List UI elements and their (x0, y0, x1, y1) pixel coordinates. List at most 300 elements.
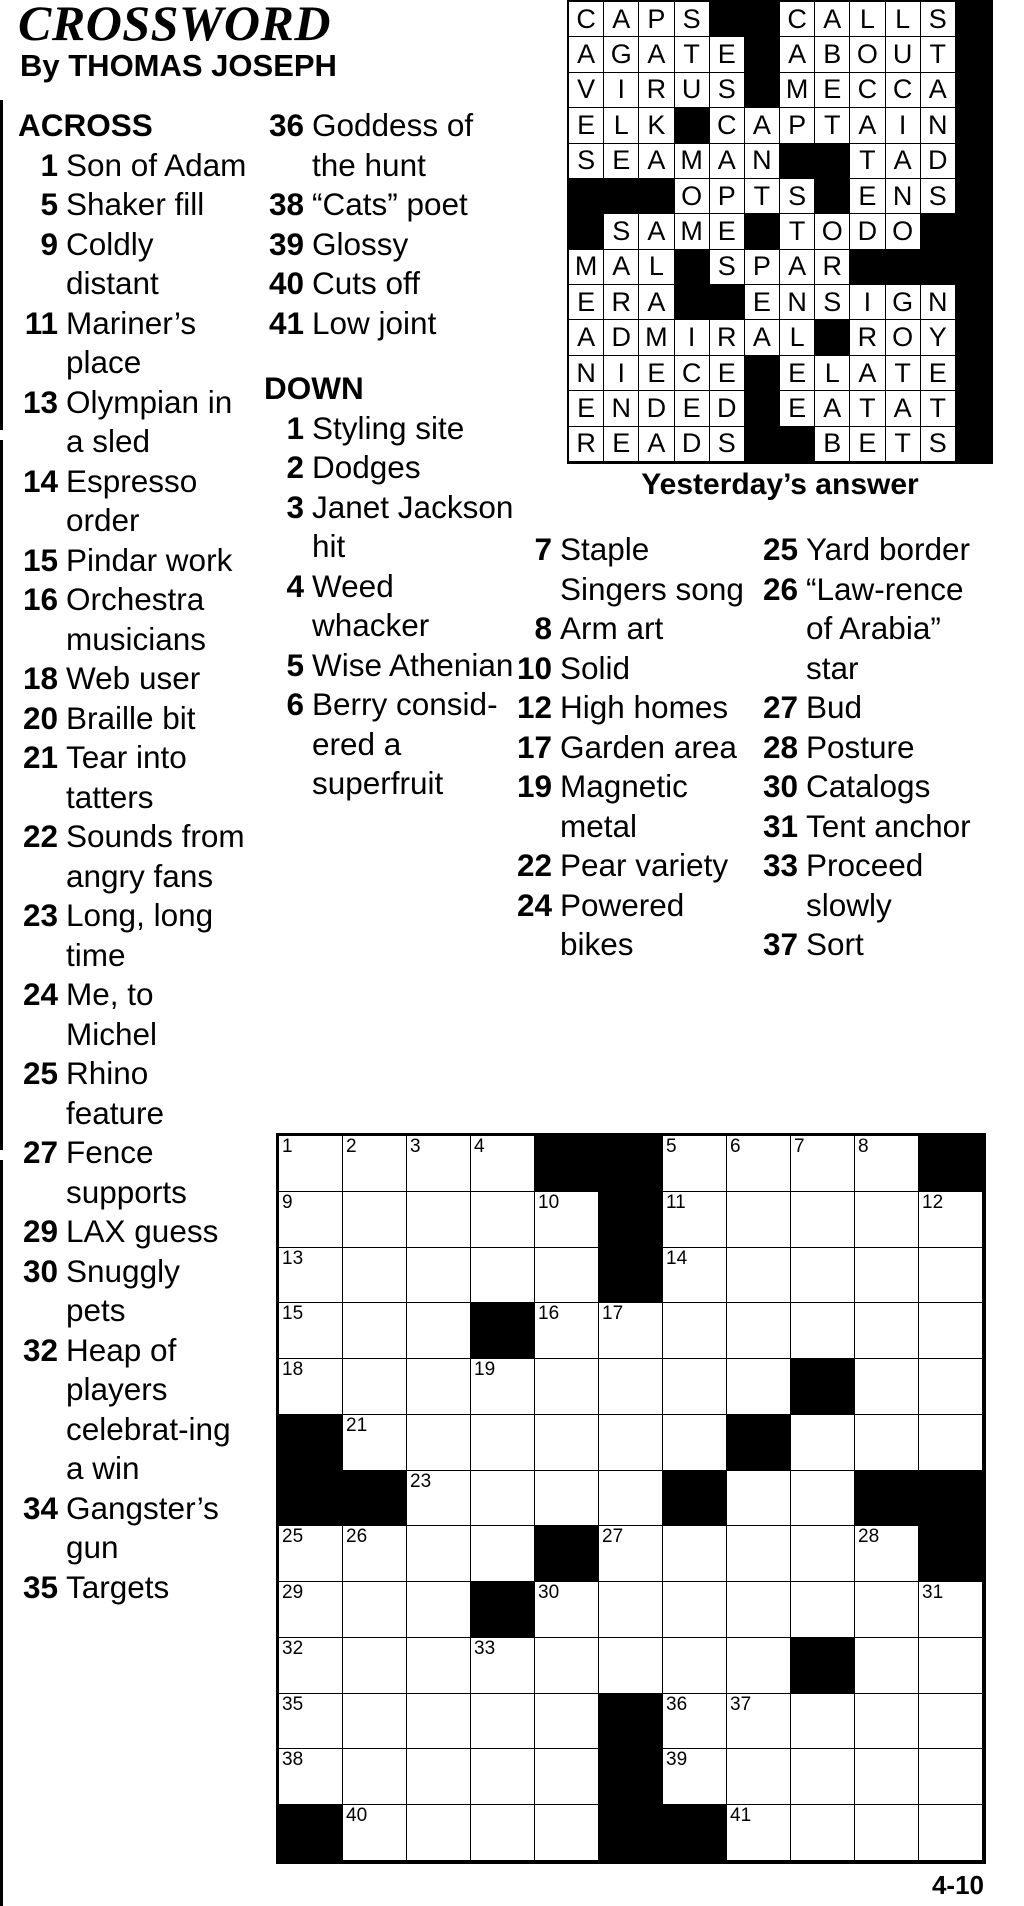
grid-cell[interactable] (471, 1471, 535, 1527)
grid-cell[interactable] (535, 1471, 599, 1527)
grid-cell[interactable] (279, 1526, 343, 1582)
grid-cell[interactable] (343, 1415, 407, 1471)
cell-number: 19 (474, 1359, 496, 1381)
cell-number: 32 (282, 1637, 304, 1659)
grid-cell[interactable] (599, 1359, 663, 1415)
grid-cell[interactable] (791, 1471, 855, 1527)
grid-cell[interactable] (663, 1749, 727, 1805)
mini-letter-cell: G (604, 37, 639, 72)
mini-letter-cell: E (815, 73, 850, 108)
mini-letter-cell: T (886, 427, 921, 462)
grid-cell[interactable] (535, 1303, 599, 1359)
grid-cell[interactable] (535, 1415, 599, 1471)
grid-cell[interactable] (855, 1638, 919, 1694)
grid-cell[interactable] (919, 1303, 983, 1359)
grid-cell[interactable] (599, 1303, 663, 1359)
mini-letter-cell: O (850, 37, 885, 72)
grid-cell[interactable] (727, 1248, 791, 1304)
mini-letter-cell: S (815, 285, 850, 320)
grid-cell[interactable] (343, 1136, 407, 1192)
grid-cell[interactable] (791, 1805, 855, 1861)
clue-text: Rhino feature (66, 1055, 165, 1131)
clue-text: Shaker fill (66, 186, 205, 222)
clue-text: Goddess of the hunt (312, 107, 474, 183)
mini-letter-cell: A (710, 144, 745, 179)
mini-letter-cell: P (780, 108, 815, 143)
mini-letter-cell: R (639, 73, 674, 108)
grid-cell[interactable] (727, 1136, 791, 1192)
grid-cell[interactable] (343, 1638, 407, 1694)
grid-cell[interactable] (919, 1694, 983, 1750)
clue-text: Garden area (560, 728, 737, 765)
grid-cell[interactable] (663, 1248, 727, 1304)
mini-letter-cell: D (850, 214, 885, 249)
grid-cell[interactable] (919, 1582, 983, 1638)
grid-cell[interactable] (855, 1694, 919, 1750)
grid-cell[interactable] (663, 1415, 727, 1471)
clue-number: 39 (268, 225, 304, 262)
grid-cell[interactable] (279, 1303, 343, 1359)
grid-cell[interactable] (919, 1805, 983, 1861)
grid-cell[interactable] (919, 1415, 983, 1471)
puzzle-date: 4-10 (931, 1870, 984, 1900)
clue-text: Magnetic metal (560, 768, 688, 844)
mini-letter-cell: B (815, 427, 850, 462)
mini-black-square (745, 391, 780, 426)
mini-letter-cell: T (886, 356, 921, 391)
grid-cell[interactable] (599, 1471, 663, 1527)
grid-cell[interactable] (407, 1415, 471, 1471)
grid-cell[interactable] (343, 1582, 407, 1638)
clue-number: 30 (22, 1252, 58, 1289)
grid-cell[interactable] (407, 1749, 471, 1805)
grid-cell[interactable] (791, 1303, 855, 1359)
clue-number: 8 (534, 610, 552, 646)
black-square (471, 1303, 535, 1359)
grid-cell[interactable] (471, 1526, 535, 1582)
column-rule-bottom (0, 1160, 3, 1906)
clue-number: 2 (286, 449, 304, 485)
clue-text: Staple Singers song (560, 531, 744, 607)
clue-text: Gangster’s gun (66, 1489, 219, 1565)
clue-text: Olympian in a sled (66, 383, 233, 459)
clue-number: 15 (22, 541, 58, 578)
grid-cell[interactable] (535, 1638, 599, 1694)
grid-cell[interactable] (343, 1749, 407, 1805)
mini-letter-cell: T (745, 179, 780, 214)
grid-cell[interactable] (791, 1749, 855, 1805)
grid-cell[interactable] (535, 1248, 599, 1304)
grid-cell[interactable] (919, 1248, 983, 1304)
grid-cell[interactable] (791, 1415, 855, 1471)
black-square (663, 1471, 727, 1527)
mini-letter-cell: K (639, 108, 674, 143)
grid-cell[interactable] (471, 1415, 535, 1471)
clue-item (512, 767, 752, 846)
clue-number: 14 (22, 462, 58, 499)
black-square (343, 1471, 407, 1527)
mini-letter-cell: L (886, 2, 921, 37)
grid-cell[interactable] (855, 1248, 919, 1304)
grid-cell[interactable] (727, 1638, 791, 1694)
grid-cell[interactable] (471, 1136, 535, 1192)
grid-cell[interactable] (279, 1638, 343, 1694)
cell-number: 15 (282, 1303, 304, 1325)
across-clue-list-continued (264, 106, 514, 343)
cell-number: 30 (538, 1582, 560, 1604)
cell-number: 36 (666, 1693, 688, 1715)
cell-number: 5 (666, 1136, 677, 1157)
mini-letter-cell: L (780, 320, 815, 355)
grid-cell[interactable] (663, 1136, 727, 1192)
cell-number: 29 (282, 1582, 304, 1604)
mini-letter-cell: N (745, 144, 780, 179)
black-square (663, 1805, 727, 1861)
mini-black-square (745, 73, 780, 108)
mini-letter-cell: N (569, 356, 604, 391)
grid-cell[interactable] (343, 1192, 407, 1248)
clue-text: Pear variety (560, 847, 729, 883)
mini-letter-cell: S (675, 2, 710, 37)
mini-black-square (604, 179, 639, 214)
mini-black-square (956, 179, 991, 214)
black-square (599, 1805, 663, 1861)
clue-item (264, 448, 514, 488)
mini-black-square (956, 391, 991, 426)
grid-cell[interactable] (471, 1749, 535, 1805)
mini-letter-cell: A (815, 391, 850, 426)
clue-item (264, 685, 514, 804)
grid-cell[interactable] (663, 1526, 727, 1582)
clue-item (18, 185, 248, 225)
clue-number: 13 (22, 383, 58, 420)
mini-letter-cell: E (569, 108, 604, 143)
column-rule-middle (0, 440, 3, 1150)
grid-cell[interactable] (407, 1303, 471, 1359)
clue-text: High homes (560, 689, 729, 725)
clue-item (18, 383, 248, 462)
grid-cell[interactable] (791, 1192, 855, 1248)
grid-cell[interactable] (343, 1526, 407, 1582)
black-square (919, 1471, 983, 1527)
mini-letter-cell: Y (921, 320, 956, 355)
mini-letter-cell: I (850, 285, 885, 320)
grid-cell[interactable] (855, 1749, 919, 1805)
grid-cell[interactable] (407, 1471, 471, 1527)
cell-number: 9 (282, 1191, 293, 1213)
cell-number: 17 (602, 1303, 624, 1325)
mini-black-square (886, 250, 921, 285)
grid-cell[interactable] (535, 1582, 599, 1638)
clue-item (18, 896, 248, 975)
clue-text: Long, long time (66, 897, 214, 973)
grid-cell[interactable] (919, 1638, 983, 1694)
grid-cell[interactable] (343, 1303, 407, 1359)
grid-cell[interactable] (663, 1694, 727, 1750)
cell-number: 31 (922, 1582, 944, 1604)
grid-cell[interactable] (279, 1248, 343, 1304)
grid-cell[interactable] (727, 1303, 791, 1359)
grid-cell[interactable] (471, 1694, 535, 1750)
grid-cell[interactable] (855, 1192, 919, 1248)
grid-cell[interactable] (407, 1582, 471, 1638)
cell-number: 13 (282, 1247, 304, 1269)
clue-item (756, 728, 996, 768)
mini-black-square (956, 356, 991, 391)
clue-item (264, 106, 514, 185)
grid-cell[interactable] (279, 1359, 343, 1415)
grid-cell[interactable] (727, 1192, 791, 1248)
grid-cell[interactable] (791, 1582, 855, 1638)
grid-cell[interactable] (727, 1526, 791, 1582)
mini-letter-cell: A (569, 37, 604, 72)
clue-number: 24 (22, 976, 58, 1012)
grid-cell[interactable] (855, 1303, 919, 1359)
clue-item (264, 646, 514, 686)
clue-number: 26 (762, 570, 798, 607)
grid-cell[interactable] (663, 1582, 727, 1638)
mini-letter-cell: C (710, 108, 745, 143)
mini-letter-cell: A (745, 320, 780, 355)
mini-letter-cell: S (921, 427, 956, 462)
clue-item (512, 609, 752, 649)
cell-number: 41 (730, 1805, 752, 1827)
mini-black-square (956, 108, 991, 143)
clue-number: 4 (286, 567, 304, 604)
black-square (279, 1471, 343, 1527)
clue-item (512, 649, 752, 689)
clue-number: 33 (762, 847, 798, 883)
mini-letter-cell: E (710, 356, 745, 391)
grid-cell[interactable] (471, 1192, 535, 1248)
mini-letter-cell: N (886, 179, 921, 214)
clue-number: 28 (762, 728, 798, 765)
clue-number: 12 (516, 689, 552, 725)
mini-letter-cell: A (604, 2, 639, 37)
grid-cell[interactable] (407, 1248, 471, 1304)
mini-black-square (921, 214, 956, 249)
clue-number: 32 (22, 1331, 58, 1368)
grid-cell[interactable] (407, 1136, 471, 1192)
column-rule-top (0, 100, 3, 430)
grid-cell[interactable] (727, 1582, 791, 1638)
mini-letter-cell: A (604, 250, 639, 285)
grid-cell[interactable] (727, 1749, 791, 1805)
grid-cell[interactable] (727, 1694, 791, 1750)
mini-letter-cell: R (850, 320, 885, 355)
clue-number: 10 (516, 649, 552, 686)
grid-cell[interactable] (599, 1526, 663, 1582)
cell-number: 10 (538, 1191, 560, 1213)
black-square (535, 1526, 599, 1582)
cell-number: 8 (858, 1136, 869, 1157)
grid-cell[interactable] (535, 1192, 599, 1248)
mini-letter-cell: T (675, 37, 710, 72)
clue-item (18, 462, 248, 541)
clue-number: 29 (22, 1213, 58, 1249)
grid-cell[interactable] (471, 1805, 535, 1861)
grid-cell[interactable] (279, 1192, 343, 1248)
grid-cell[interactable] (599, 1582, 663, 1638)
clue-item (264, 304, 514, 344)
crossword-title: CROSSWORD (18, 0, 331, 51)
grid-cell[interactable] (407, 1638, 471, 1694)
mini-black-square (675, 250, 710, 285)
grid-cell[interactable] (407, 1359, 471, 1415)
down-clue-list-3 (756, 530, 996, 965)
grid-cell[interactable] (279, 1582, 343, 1638)
grid-cell[interactable] (535, 1805, 599, 1861)
mini-letter-cell: M (675, 144, 710, 179)
clue-text: Janet Jackson hit (312, 488, 514, 564)
mini-letter-cell: E (604, 144, 639, 179)
across-heading: ACROSS (18, 107, 153, 143)
clue-text: Styling site (312, 409, 465, 446)
down-clue-list (264, 409, 514, 804)
grid-cell[interactable] (663, 1359, 727, 1415)
mini-letter-cell: M (675, 214, 710, 249)
clue-number: 25 (762, 531, 798, 567)
mini-letter-cell: V (569, 73, 604, 108)
grid-cell[interactable] (343, 1805, 407, 1861)
mini-letter-cell: R (815, 250, 850, 285)
across-down-column (264, 106, 514, 804)
grid-cell[interactable] (855, 1582, 919, 1638)
mini-letter-cell: E (780, 356, 815, 391)
grid-cell[interactable] (535, 1749, 599, 1805)
grid-cell[interactable] (663, 1192, 727, 1248)
cell-number: 23 (410, 1470, 432, 1492)
clue-item (18, 541, 248, 581)
clue-item (264, 488, 514, 567)
grid-cell[interactable] (791, 1248, 855, 1304)
mini-black-square (745, 37, 780, 72)
mini-letter-cell: E (675, 391, 710, 426)
grid-cell[interactable] (343, 1248, 407, 1304)
mini-black-square (815, 179, 850, 214)
clue-item (18, 225, 248, 304)
clue-text: Orchestra musicians (66, 581, 207, 657)
grid-cell[interactable] (407, 1526, 471, 1582)
clue-item (512, 688, 752, 728)
mini-letter-cell: L (850, 2, 885, 37)
grid-cell[interactable] (407, 1805, 471, 1861)
black-square (791, 1638, 855, 1694)
cell-number: 7 (794, 1136, 805, 1157)
grid-cell[interactable] (919, 1359, 983, 1415)
grid-cell[interactable] (407, 1694, 471, 1750)
clue-number: 24 (516, 886, 552, 923)
mini-letter-cell: I (604, 356, 639, 391)
clue-item (18, 1133, 248, 1212)
grid-cell[interactable] (727, 1359, 791, 1415)
grid-cell[interactable] (855, 1136, 919, 1192)
mini-letter-cell: E (710, 37, 745, 72)
clue-number: 1 (286, 409, 304, 446)
mini-black-square (780, 427, 815, 462)
clue-number: 6 (286, 686, 304, 722)
clue-number: 22 (22, 818, 58, 854)
grid-cell[interactable] (471, 1359, 535, 1415)
mini-letter-cell: D (604, 320, 639, 355)
grid-cell[interactable] (791, 1136, 855, 1192)
mini-letter-cell: S (710, 427, 745, 462)
grid-cell[interactable] (855, 1805, 919, 1861)
clue-number: 7 (534, 531, 552, 567)
clue-number: 18 (22, 660, 58, 696)
grid-cell[interactable] (279, 1749, 343, 1805)
grid-cell[interactable] (919, 1192, 983, 1248)
grid-cell[interactable] (791, 1526, 855, 1582)
grid-cell[interactable] (727, 1471, 791, 1527)
clue-number: 27 (22, 1134, 58, 1170)
grid-cell[interactable] (855, 1526, 919, 1582)
mini-letter-cell: S (780, 179, 815, 214)
mini-black-square (956, 144, 991, 179)
grid-cell[interactable] (599, 1415, 663, 1471)
clue-text: Low joint (312, 304, 437, 341)
grid-cell[interactable] (343, 1359, 407, 1415)
clue-item (756, 807, 996, 847)
cell-number: 25 (282, 1526, 304, 1548)
black-square (791, 1359, 855, 1415)
grid-cell[interactable] (471, 1638, 535, 1694)
grid-cell[interactable] (599, 1638, 663, 1694)
clue-text: Son of Adam (66, 146, 247, 183)
clue-number: 11 (24, 304, 58, 341)
clue-text: Me, to Michel (66, 976, 158, 1052)
down-column-3 (756, 530, 996, 965)
clue-text: Wise Athenian (312, 646, 514, 683)
grid-cell[interactable] (535, 1694, 599, 1750)
clue-item (756, 688, 996, 728)
grid-cell[interactable] (791, 1694, 855, 1750)
grid-cell[interactable] (727, 1805, 791, 1861)
clue-text: Tent anchor (806, 807, 971, 844)
grid-cell[interactable] (663, 1303, 727, 1359)
grid-cell[interactable] (343, 1694, 407, 1750)
mini-letter-cell: E (604, 427, 639, 462)
mini-letter-cell: L (639, 250, 674, 285)
mini-letter-cell: A (639, 37, 674, 72)
grid-cell[interactable] (855, 1415, 919, 1471)
clue-item (18, 1489, 248, 1568)
mini-letter-cell: A (886, 391, 921, 426)
cell-number: 14 (666, 1247, 688, 1269)
clue-number: 19 (516, 768, 552, 804)
grid-cell[interactable] (279, 1694, 343, 1750)
cell-number: 6 (730, 1136, 741, 1157)
grid-cell[interactable] (663, 1638, 727, 1694)
grid-cell[interactable] (407, 1192, 471, 1248)
grid-cell[interactable] (855, 1359, 919, 1415)
grid-cell[interactable] (535, 1359, 599, 1415)
cell-number: 38 (282, 1749, 304, 1771)
grid-cell[interactable] (919, 1749, 983, 1805)
clue-text: Snuggly pets (66, 1252, 180, 1328)
mini-black-square (745, 2, 780, 37)
clue-text: Yard border (806, 531, 971, 567)
mini-letter-cell: A (815, 2, 850, 37)
mini-letter-cell: M (780, 73, 815, 108)
clue-item (18, 1331, 248, 1489)
grid-cell[interactable] (279, 1136, 343, 1192)
clue-number: 5 (40, 186, 58, 222)
clue-number: 21 (22, 739, 58, 775)
clue-number: 38 (268, 186, 304, 222)
grid-cell[interactable] (471, 1248, 535, 1304)
clue-text: Espresso order (66, 462, 198, 538)
